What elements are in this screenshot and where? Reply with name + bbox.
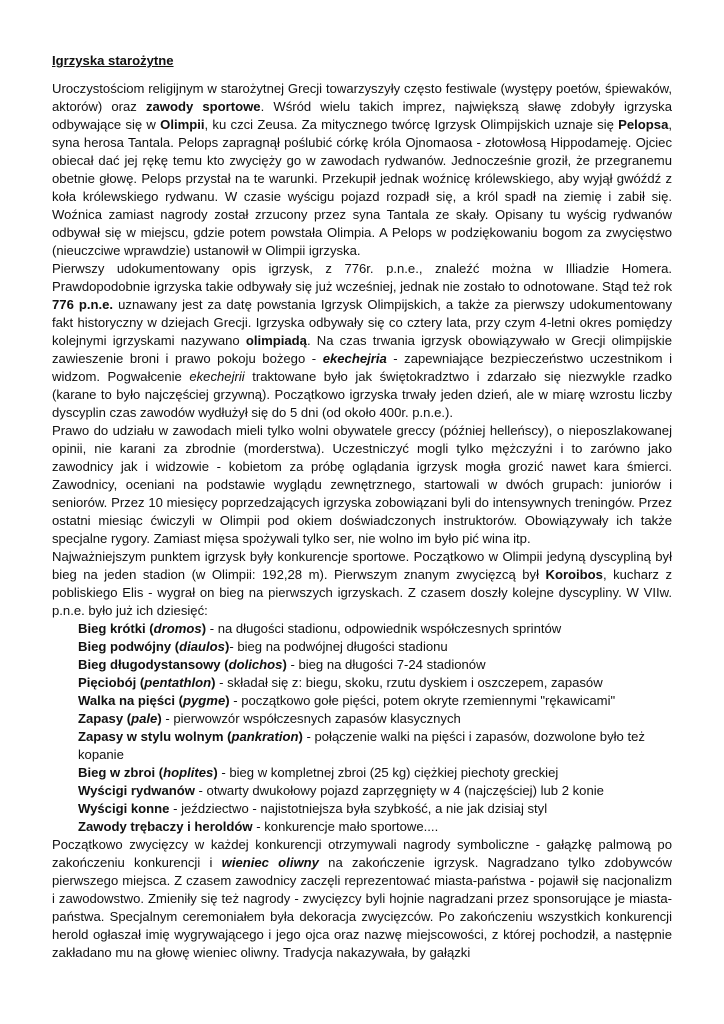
list-item: Walka na pięści (pygme) - początkowo gołe pięści, potem okryte rzemiennymi "rękawicami"	[78, 693, 616, 708]
list-item: Zawody trębaczy i heroldów - konkurencje mało sportowe....	[78, 819, 439, 834]
paragraph: Pierwszy udokumentowany opis igrzysk, z 776r. p.n.e., znaleźć można w Illiadzie Homera. Prawdopodobnie igrzyska takie odbywały się już wcześniej, jednak nie zostało to odnotowane. Stąd też rok 776 p.n.e. uznawany jest za datę powstania Igrzysk Olimpijskich, a także za pierwszy udokumentowany fakt historyczny w dziejach Grecji. Igrzyska odbywały się co cztery lata, przy czym 4-letni okres pomiędzy kolejnymi igrzyskami nazywano olimpiadą. Na czas trwania igrzysk obowiązywało w Grecji olimpijskie zawieszenie broni i prawo pokoju bożego - ekechejria - zapewniające bezpieczeństwo uczestnikom i widzom. Pogwałcenie ekechejrii traktowane było jak świętokradztwo i zdarzało się niezwykle rzadko (karane to było najczęściej grzywną). Początkowo igrzyska trwały jeden dzień, ale w miarę wzrostu liczby dyscyplin czas zawodów wydłużył się do 5 dni (od około 400r. p.n.e.).	[52, 261, 672, 420]
document-title: Igrzyska starożytne	[52, 53, 174, 68]
list-item: Zapasy w stylu wolnym (pankration) - połączenie walki na pięści i zapasów, dozwolone było też kopanie	[78, 729, 645, 762]
list-item: Wyścigi konne - jeździectwo - najistotniejsza była szybkość, a nie jak dzisiaj styl	[78, 801, 548, 816]
list-item: Wyścigi rydwanów - otwarty dwukołowy pojazd zaprzęgnięty w 4 (najczęściej) lub 2 konie	[78, 783, 604, 798]
list-item: Pięciobój (pentathlon) - składał się z: biegu, skoku, rzutu dyskiem i oszczepem, zapasów	[78, 675, 603, 690]
list-item: Bieg długodystansowy (dolichos) - bieg na długości 7-24 stadionów	[78, 657, 486, 672]
discipline-list	[52, 620, 672, 836]
list-item: Bieg krótki (dromos) - na długości stadionu, odpowiednik współczesnych sprintów	[78, 621, 562, 636]
document-body	[52, 80, 672, 962]
paragraph: Najważniejszym punktem igrzysk były konkurencje sportowe. Początkowo w Olimpii jedyną dyscypliną był bieg na jeden stadion (w Olimpii: 192,28 m). Pierwszym znanym zwycięzcą był Koroibos, kucharz z pobliskiego Elis - wygrał on bieg na pierwszych igrzyskach. Z czasem doszły kolejne dyscypliny. W VIIw. p.n.e. było już ich dziesięć:	[52, 549, 672, 618]
paragraph: Początkowo zwycięzcy w każdej konkurencji otrzymywali nagrody symboliczne - gałązkę palmową po zakończeniu konkurencji i wieniec oliwny na zakończenie igrzysk. Nagradzano tylko zdobywców pierwszego miejsca. Z czasem zawodnicy zaczęli reprezentować miasta-państwa - pojawił się nacjonalizm i zawodowstwo. Zmieniły się też nagrody - zwycięzcy byli hojnie nagradzani przez sponsorujące je miasta-państwa. Specjalnym ceremoniałem była dekoracja zwycięzców. Po zakończeniu wszystkich konkurencji herold ogłaszał imię wygrywającego i jego ojca oraz nazwę miejscowości, z której pochodził, a następnie zakładano mu na głowę wieniec oliwny. Tradycja nakazywała, by gałązki	[52, 837, 673, 960]
list-item: Zapasy (pale) - pierwowzór współczesnych zapasów klasycznych	[78, 711, 461, 726]
paragraph: Uroczystościom religijnym w starożytnej Grecji towarzyszyły często festiwale (występy poetów, śpiewaków, aktorów) oraz zawody sportowe. Wśród wielu takich imprez, największą sławę zdobyły igrzyska odbywające się w Olimpii, ku czci Zeusa. Za mitycznego twórcę Igrzysk Olimpijskich uznaje się Pelopsa, syna herosa Tantala. Pelops zapragnął poślubić córkę króla Ojnomaosa - złotowłosą Hippodameję. Ojciec obiecał dać jej rękę temu kto zwycięży go w zawodach rydwanów. Jednocześnie groził, że przegranemu obetnie głowę. Pelops przystał na te warunki. Przekupił jednak woźnicę królewskiego, aby wyjął gwóźdź z koła królewskiego rydwanu. W czasie wyścigu pojazd rozpadł się, a król spadł na ziemię i zabił się. Woźnica zamiast nagrody został zrzucony przez syna Tantala ze skały. Opisany tu wyścig rydwanów odbywał się w miejscu, gdzie potem powstała Olimpia. A Pelops w podziękowaniu bogom za zwycięstwo (nieuczciwe wprawdzie) ustanowił w Olimpii igrzyska.	[52, 81, 673, 258]
document-page	[52, 52, 672, 962]
list-item: Bieg podwójny (diaulos)- bieg na podwójnej długości stadionu	[78, 639, 448, 654]
paragraph: Prawo do udziału w zawodach mieli tylko wolni obywatele greccy (później helleńscy), o nieposzlakowanej opinii, nie karani za zbrodnie (morderstwa). Uczestniczyć mogli tylko mężczyźni i to zarówno jako zawodnicy jak i widzowie - kobietom za próbę oglądania igrzysk mogła grozić nawet kara śmierci. Zawodnicy, oceniani na podstawie wyglądu zewnętrznego, startowali w dwóch grupach: juniorów i seniorów. Przez 10 miesięcy poprzedzających igrzyska zobowiązani byli do intensywnych treningów. Przez ostatni miesiąc ćwiczyli w Olimpii pod okiem doświadczonych instruktorów. Obowiązywały ich także specjalne rygory. Zamiast mięsa spożywali tylko ser, nie wolno im było pić wina itp.	[52, 423, 672, 546]
list-item: Bieg w zbroi (hoplites) - bieg w kompletnej zbroi (25 kg) ciężkiej piechoty greckiej	[78, 765, 559, 780]
